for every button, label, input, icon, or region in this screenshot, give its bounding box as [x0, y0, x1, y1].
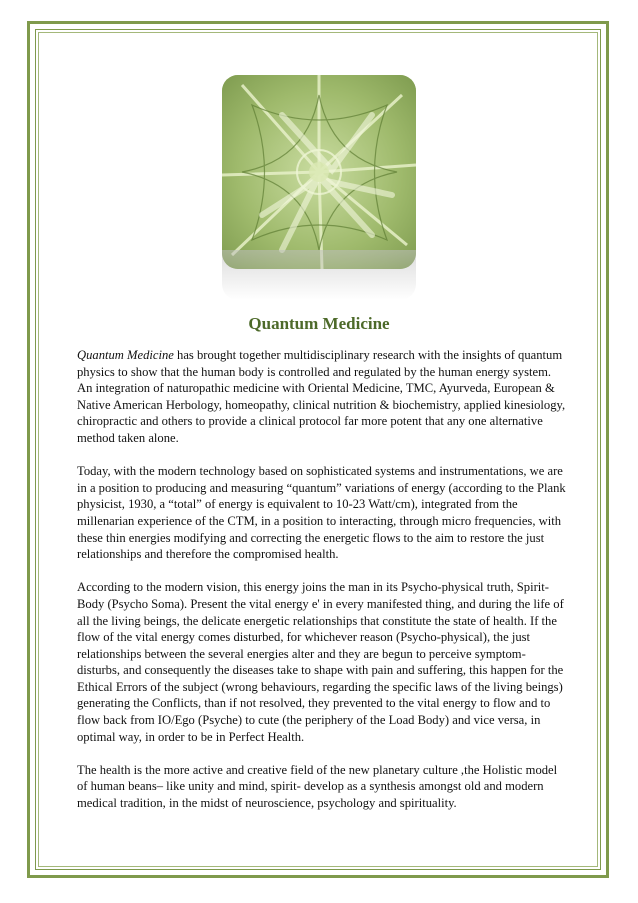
- paragraph-text: The health is the more active and creative field of the new planetary culture ,the Holistic model of human beans– like unity and mind, spirit- develop as a synthesis amongst old and modern medical tradition, in the midst of neuroscience, psychology and spirituality.: [77, 762, 558, 811]
- fractal-star-image: [222, 75, 416, 269]
- body-text: [77, 347, 567, 828]
- paragraph-text: According to the modern vision, this energy joins the man in its Psycho-physical truth, Spirit-Body (Psycho Soma). Present the vital energy e' in every manifested thing, and during the life of all the living beings, the delicate energetic relationships that constitute the state of health. If the flow of the vital energy comes disturbed, for whichever reason (Psycho-physical), the just relationships between the several energies alter and they are begun to perceive symptom-disturbs, and consequently the diseases take to shape with pain and suffering, this happen for the Ethical Errors of the subject (wrong behaviours, regarding the specific laws of the living beings) generating the Conflicts, than if not resolved, they prevented to the vital energy to flow and to flow back from IO/Ego (Psyche) to cute (the periphery of the Load Body) and vice versa, in optimal way, in order to be in Perfect Health.: [77, 580, 564, 744]
- paragraph-text: Today, with the modern technology based on sophisticated systems and instrumentations, we are in a position to producing and measuring “quantum” variations of energy (according to the Plank physicist, 1930, a “total” of energy is equivalent to 10-23 Watt/cm), integrated from the millenarian experience of the CTM, in a position to interacting, through micro frequencies, with these thin energies modifying and correcting the energetic flows to the aim to restore the just relationships and therefore the compromised health.: [77, 464, 566, 562]
- paragraph-lead-italic: Quantum Medicine: [77, 348, 174, 362]
- paragraph: [77, 579, 567, 745]
- paragraph: [77, 463, 567, 563]
- paragraph: [77, 347, 567, 447]
- paragraph: [77, 762, 567, 812]
- image-reflection: [222, 250, 416, 300]
- page-title: Quantum Medicine: [248, 314, 390, 333]
- paragraph-text: has brought together multidisciplinary research with the insights of quantum physics to show that the human body is controlled and regulated by the human energy system. An integration of naturopathic medicine with Oriental Medicine, TMC, Ayurveda, European & Native American Herbology, homeopathy, clinical nutrition & biochemistry, applied kinesiology, chiropractic and others to provide a clinical protocol far more potent that any one alternative method taken alone.: [77, 348, 566, 445]
